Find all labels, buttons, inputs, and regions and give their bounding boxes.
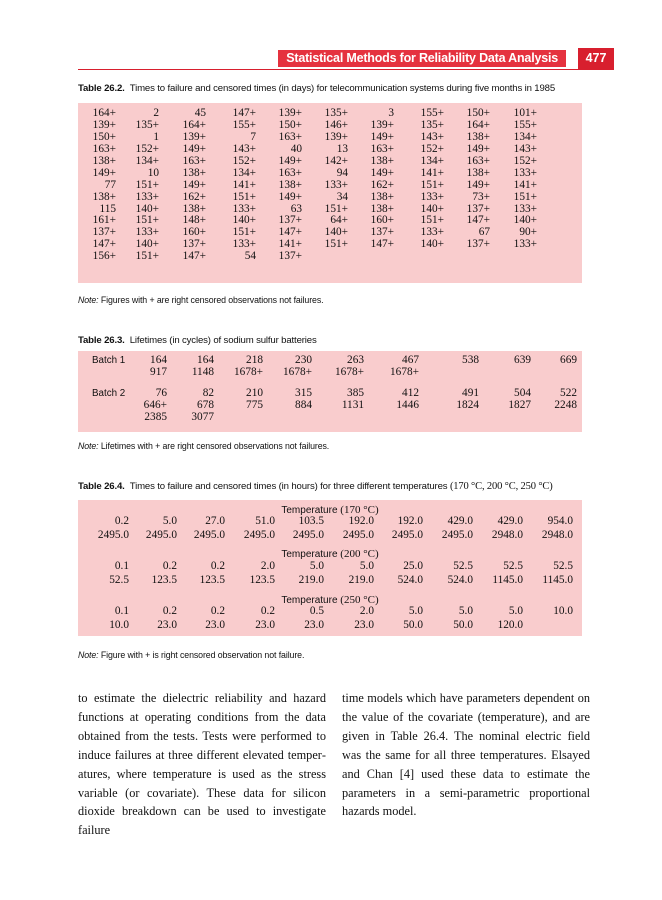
table-cell: 123.5 — [199, 574, 225, 586]
table-cell: 137+ — [182, 238, 206, 251]
table-26-4-note-text: Figure with + is right censored observation not failure. — [98, 650, 305, 660]
body-column-right — [342, 689, 590, 821]
group-170-grid — [78, 516, 573, 544]
table-cell: 23.0 — [157, 619, 177, 631]
table-cell: 522 — [560, 387, 577, 399]
table-cell: 143+ — [232, 142, 256, 155]
table-cell: 10 — [147, 166, 159, 179]
table-cell: 133+ — [420, 226, 444, 239]
table-row — [78, 192, 537, 204]
table-cell: 149+ — [370, 166, 394, 179]
table-cell: 2.0 — [359, 605, 374, 617]
table-cell: 2248 — [554, 398, 577, 411]
table-cell: 51.0 — [255, 515, 275, 527]
table-cell: 133+ — [513, 202, 537, 215]
table-cell: 52.5 — [453, 560, 473, 572]
table-26-2-caption-text: Times to failure and censored times (in days) for telecommunication systems during five months in 1985 — [129, 83, 556, 94]
table-cell: 138+ — [370, 154, 394, 167]
table-row — [78, 516, 573, 530]
table-cell: 1131 — [341, 398, 364, 411]
table-cell: 263 — [347, 354, 364, 366]
table-cell: 138+ — [370, 190, 394, 203]
table-cell: 163+ — [92, 142, 116, 155]
table-cell: 2948.0 — [491, 529, 523, 541]
table-cell: 137+ — [466, 238, 490, 251]
table-cell: 5.0 — [408, 605, 423, 617]
table-cell: 137+ — [92, 226, 116, 239]
table-cell: 192.0 — [397, 515, 423, 527]
group-heading-200-word: Temperature — [281, 549, 338, 560]
table-cell: 5.0 — [309, 560, 324, 572]
table-cell: 156+ — [92, 250, 116, 263]
table-cell: 149+ — [92, 166, 116, 179]
table-cell: 134+ — [232, 166, 256, 179]
group-heading-200 — [78, 548, 582, 560]
table-cell: 139+ — [370, 118, 394, 131]
table-cell: 151+ — [232, 226, 256, 239]
table-cell: 10.0 — [553, 605, 573, 617]
table-cell: 139+ — [92, 118, 116, 131]
table-cell — [531, 412, 577, 424]
table-cell: 149+ — [466, 178, 490, 191]
table-cell: 0.2 — [114, 515, 129, 527]
table-cell: 103.5 — [298, 515, 324, 527]
table-cell: 141+ — [232, 178, 256, 191]
table-cell — [364, 412, 419, 424]
table-26-2-note-text: Figures with + are right censored observations not failures. — [98, 295, 324, 305]
table-cell: 149+ — [182, 178, 206, 191]
table-cell: 149+ — [370, 130, 394, 143]
table-cell: 884 — [295, 398, 312, 411]
table-cell: 0.5 — [309, 605, 324, 617]
table-cell: 2495.0 — [97, 529, 129, 541]
table-cell: 385 — [347, 387, 364, 399]
group-heading-250-temp: (250 °C) — [340, 594, 379, 606]
table-cell: 219.0 — [348, 574, 374, 586]
table-cell: 45 — [194, 107, 206, 119]
table-cell: 0.2 — [162, 605, 177, 617]
table-row — [78, 180, 537, 192]
table-cell: 10.0 — [109, 619, 129, 631]
table-cell: 151+ — [324, 202, 348, 215]
table-cell: 133+ — [232, 202, 256, 215]
table-cell — [531, 367, 577, 379]
table-cell — [419, 412, 479, 424]
table-cell: 412 — [402, 387, 419, 399]
table-cell — [479, 412, 531, 424]
table-cell: 1678+ — [234, 365, 263, 378]
table-cell: 147+ — [182, 250, 206, 263]
table-cell: 491 — [462, 387, 479, 399]
table-cell: 161+ — [92, 214, 116, 227]
table-cell: 77 — [104, 178, 116, 191]
table-row — [78, 168, 537, 180]
table-cell: 143+ — [513, 142, 537, 155]
table-cell: 155+ — [420, 107, 444, 119]
table-cell: 3077 — [191, 410, 214, 423]
table-cell: 2948.0 — [541, 529, 573, 541]
table-cell: 138+ — [182, 202, 206, 215]
group-heading-250 — [78, 594, 582, 606]
table-26-2-caption — [78, 83, 555, 94]
table-cell: 163+ — [466, 154, 490, 167]
table-cell: 151+ — [420, 178, 444, 191]
page-number: 477 — [578, 48, 614, 69]
table-cell: 954.0 — [547, 515, 573, 527]
table-26-3-note — [78, 441, 329, 451]
table-cell: 152+ — [420, 142, 444, 155]
table-cell: 138+ — [92, 154, 116, 167]
table-cell: 101+ — [513, 107, 537, 119]
table-row — [78, 620, 573, 634]
table-cell: 429.0 — [497, 515, 523, 527]
table-cell: 164 — [197, 354, 214, 366]
table-cell: 2495.0 — [292, 529, 324, 541]
table-26-3 — [78, 351, 582, 432]
table-cell: 141+ — [278, 238, 302, 251]
table-cell: 5.0 — [508, 605, 523, 617]
table-cell: 147+ — [92, 238, 116, 251]
table-cell: 133+ — [420, 190, 444, 203]
table-cell: 2495.0 — [391, 529, 423, 541]
table-cell: 135+ — [420, 118, 444, 131]
table-cell: 150+ — [278, 118, 302, 131]
table-cell: 23.0 — [205, 619, 225, 631]
table-cell: 140+ — [135, 202, 159, 215]
body-column-left — [78, 689, 326, 840]
table-cell: 137+ — [278, 250, 302, 263]
table-26-2-label: Table 26.2. — [78, 83, 125, 94]
table-cell: 134+ — [513, 130, 537, 143]
group-250-grid — [78, 606, 573, 634]
table-cell: 5.0 — [359, 560, 374, 572]
table-26-2-note-label: Note: — [78, 295, 99, 305]
table-cell: 315 — [295, 387, 312, 399]
table-cell: 0.2 — [210, 560, 225, 572]
table-cell: 639 — [514, 354, 531, 366]
table-cell: 160+ — [370, 214, 394, 227]
table-cell: 163+ — [278, 166, 302, 179]
table-26-4-caption-text: Times to failure and censored times (in hours) for three different temperatures — [129, 481, 448, 492]
table-cell: 141+ — [420, 166, 444, 179]
table-cell: 73+ — [472, 190, 490, 203]
batch-1-label: Batch 1 — [92, 355, 126, 366]
table-26-4-note-label: Note: — [78, 650, 99, 660]
table-cell: 2495.0 — [441, 529, 473, 541]
table-cell: 152+ — [513, 154, 537, 167]
table-cell: 50.0 — [453, 619, 473, 631]
table-cell: 2495.0 — [193, 529, 225, 541]
table-cell — [312, 412, 364, 424]
table-cell: 163+ — [182, 154, 206, 167]
table-cell: 3 — [388, 107, 394, 119]
table-26-2 — [78, 103, 582, 283]
table-cell: 538 — [462, 354, 479, 366]
table-cell: 120.0 — [497, 619, 523, 631]
table-cell: 218 — [246, 354, 263, 366]
table-cell: 40 — [290, 142, 302, 155]
table-cell: 669 — [560, 354, 577, 366]
table-cell: 123.5 — [249, 574, 275, 586]
table-cell: 138+ — [370, 202, 394, 215]
table-cell — [419, 367, 479, 379]
table-cell — [302, 251, 348, 263]
table-cell: 151+ — [513, 190, 537, 203]
table-cell: 155+ — [513, 118, 537, 131]
table-cell: 27.0 — [205, 515, 225, 527]
table-cell: 5.0 — [458, 605, 473, 617]
table-cell: 23.0 — [255, 619, 275, 631]
table-cell: 524.0 — [447, 574, 473, 586]
table-cell: 139+ — [278, 107, 302, 119]
table-cell: 2495.0 — [342, 529, 374, 541]
table-cell: 0.1 — [114, 605, 129, 617]
table-cell: 94 — [336, 166, 348, 179]
table-cell: 162+ — [182, 190, 206, 203]
table-26-2-grid — [78, 108, 537, 263]
table-cell: 54 — [244, 250, 256, 263]
running-title: Statistical Methods for Reliability Data Analysis — [278, 50, 566, 67]
table-cell: 164 — [150, 354, 167, 366]
table-cell: 0.2 — [260, 605, 275, 617]
table-cell: 149+ — [466, 142, 490, 155]
table-26-3-caption — [78, 335, 317, 346]
table-cell: 155+ — [232, 118, 256, 131]
table-cell: 2495.0 — [243, 529, 275, 541]
table-cell — [263, 412, 312, 424]
table-row — [78, 251, 537, 263]
table-cell: 25.0 — [403, 560, 423, 572]
table-cell: 2495.0 — [145, 529, 177, 541]
table-cell: 143+ — [420, 130, 444, 143]
table-cell: 147+ — [370, 238, 394, 251]
table-cell: 646+ — [143, 398, 167, 411]
table-cell — [214, 412, 263, 424]
table-cell: 678 — [197, 398, 214, 411]
table-cell: 133+ — [324, 178, 348, 191]
table-cell: 0.1 — [114, 560, 129, 572]
table-cell: 76 — [155, 387, 167, 399]
table-26-3-label: Table 26.3. — [78, 335, 125, 346]
group-heading-250-word: Temperature — [281, 595, 338, 606]
table-cell: 139+ — [324, 130, 348, 143]
table-cell: 141+ — [513, 178, 537, 191]
table-cell: 140+ — [420, 202, 444, 215]
table-row — [78, 367, 577, 379]
table-cell: 210 — [246, 387, 263, 399]
table-cell — [394, 251, 444, 263]
table-26-4-note — [78, 650, 304, 660]
table-row — [78, 606, 573, 620]
table-cell: 147+ — [466, 214, 490, 227]
table-cell: 140+ — [324, 226, 348, 239]
table-cell: 192.0 — [348, 515, 374, 527]
table-cell: 13 — [336, 142, 348, 155]
running-header — [78, 48, 614, 70]
table-cell: 1824 — [456, 398, 479, 411]
table-cell: 133+ — [232, 238, 256, 251]
table-cell: 133+ — [513, 166, 537, 179]
table-cell: 140+ — [135, 238, 159, 251]
table-row — [78, 156, 537, 168]
table-cell: 152+ — [135, 142, 159, 155]
table-cell: 82 — [202, 387, 214, 399]
table-cell: 133+ — [135, 226, 159, 239]
table-cell: 151+ — [135, 250, 159, 263]
batch-1-grid — [78, 355, 577, 379]
table-cell: 23.0 — [354, 619, 374, 631]
table-cell: 148+ — [182, 214, 206, 227]
group-200-grid — [78, 561, 573, 589]
table-cell: 1678+ — [283, 365, 312, 378]
table-cell: 138+ — [466, 166, 490, 179]
table-26-4-caption — [78, 481, 553, 492]
table-cell: 1148 — [191, 365, 214, 378]
table-cell: 0.2 — [210, 605, 225, 617]
table-cell: 151+ — [135, 178, 159, 191]
table-cell: 917 — [150, 365, 167, 378]
table-cell: 52.5 — [503, 560, 523, 572]
table-cell: 0.2 — [162, 560, 177, 572]
table-cell: 52.5 — [109, 574, 129, 586]
table-cell: 138+ — [92, 190, 116, 203]
table-26-4-label: Table 26.4. — [78, 481, 125, 492]
table-cell: 150+ — [466, 107, 490, 119]
table-cell: 7 — [250, 130, 256, 143]
table-cell: 50.0 — [403, 619, 423, 631]
table-cell: 140+ — [513, 214, 537, 227]
table-cell — [523, 620, 573, 634]
group-heading-170-temp: (170 °C) — [340, 504, 379, 516]
table-cell: 149+ — [182, 142, 206, 155]
table-cell: 138+ — [182, 166, 206, 179]
table-cell: 52.5 — [553, 560, 573, 572]
table-cell: 138+ — [278, 178, 302, 191]
table-cell: 152+ — [232, 154, 256, 167]
table-cell: 151+ — [420, 214, 444, 227]
table-cell: 163+ — [278, 130, 302, 143]
table-cell: 467 — [402, 354, 419, 366]
table-cell: 90+ — [519, 226, 537, 239]
table-cell: 147+ — [232, 107, 256, 119]
table-cell: 63 — [290, 202, 302, 215]
table-cell: 775 — [246, 398, 263, 411]
table-cell: 134+ — [420, 154, 444, 167]
table-cell: 142+ — [324, 154, 348, 167]
table-26-2-note — [78, 295, 323, 305]
table-cell: 140+ — [420, 238, 444, 251]
table-cell: 147+ — [278, 226, 302, 239]
group-heading-200-temp: (200 °C) — [340, 548, 379, 560]
table-cell: 429.0 — [447, 515, 473, 527]
table-cell: 115 — [99, 202, 116, 215]
table-cell: 151+ — [135, 214, 159, 227]
table-26-3-note-text: Lifetimes with + are right censored observations not failures. — [98, 441, 330, 451]
table-cell: 133+ — [513, 238, 537, 251]
table-cell — [348, 251, 394, 263]
table-26-3-note-label: Note: — [78, 441, 99, 451]
table-26-4-caption-temps: (170 °C, 200 °C, 250 °C) — [449, 481, 553, 492]
table-cell: 140+ — [232, 214, 256, 227]
table-cell: 23.0 — [304, 619, 324, 631]
table-cell: 230 — [295, 354, 312, 366]
table-26-4 — [78, 500, 582, 636]
table-cell: 134+ — [135, 154, 159, 167]
table-cell: 1145.0 — [542, 574, 573, 586]
table-cell: 149+ — [278, 154, 302, 167]
table-cell: 1827 — [508, 398, 531, 411]
table-cell: 34 — [336, 190, 348, 203]
table-row — [78, 575, 573, 589]
batch-2-grid — [78, 388, 577, 424]
table-cell: 146+ — [324, 118, 348, 131]
table-cell: 151+ — [324, 238, 348, 251]
table-cell: 135+ — [135, 118, 159, 131]
table-cell: 164+ — [182, 118, 206, 131]
table-row — [78, 412, 577, 424]
table-cell: 164+ — [92, 107, 116, 119]
table-cell: 64+ — [330, 214, 348, 227]
table-cell: 524.0 — [397, 574, 423, 586]
table-cell: 133+ — [135, 190, 159, 203]
table-cell: 1145.0 — [492, 574, 523, 586]
table-cell: 150+ — [92, 130, 116, 143]
table-cell: 149+ — [278, 190, 302, 203]
batch-2-label: Batch 2 — [92, 388, 126, 399]
table-cell: 151+ — [232, 190, 256, 203]
table-26-3-caption-text: Lifetimes (in cycles) of sodium sulfur batteries — [129, 335, 317, 346]
table-cell: 2.0 — [260, 560, 275, 572]
table-cell: 135+ — [324, 107, 348, 119]
body-paragraph-left: to estimate the dielectric reliability and hazard functions at operating conditions from the data obtained from the tests. Tests were performed to induce failures at three different elevated temperatures, where temperature is used as the stress variable (or covariate). These data for silicon dioxide breakdown can be used to investigate failure — [78, 691, 326, 838]
table-cell: 219.0 — [298, 574, 324, 586]
table-cell: 162+ — [370, 178, 394, 191]
table-cell: 123.5 — [151, 574, 177, 586]
table-cell: 2 — [153, 107, 159, 119]
table-cell — [479, 367, 531, 379]
table-cell: 1678+ — [335, 365, 364, 378]
table-cell: 5.0 — [162, 515, 177, 527]
table-row — [78, 530, 573, 544]
table-cell — [490, 251, 537, 263]
table-cell: 138+ — [466, 130, 490, 143]
table-cell: 1 — [153, 130, 159, 143]
table-cell: 139+ — [182, 130, 206, 143]
table-cell: 1678+ — [390, 365, 419, 378]
table-row — [78, 561, 573, 575]
table-cell: 163+ — [370, 142, 394, 155]
table-cell: 2385 — [144, 410, 167, 423]
table-cell — [444, 251, 490, 263]
table-cell: 137+ — [370, 226, 394, 239]
table-cell: 160+ — [182, 226, 206, 239]
table-cell: 504 — [514, 387, 531, 399]
table-row — [78, 400, 577, 412]
table-row — [78, 144, 537, 156]
group-heading-170-word: Temperature — [281, 505, 338, 516]
body-paragraph-right: time models which have parameters dependent on the value of the covariate (temperature), and are given in Table 26.4. The nominal electric field was the same for all three temperatures. Elsayed and Chan [4] used these data to estimate the parameters in a semi-parametric proportional hazards model. — [342, 691, 590, 819]
table-cell: 137+ — [466, 202, 490, 215]
table-cell: 1446 — [396, 398, 419, 411]
table-cell: 164+ — [466, 118, 490, 131]
table-cell: 137+ — [278, 214, 302, 227]
table-cell: 67 — [478, 226, 490, 239]
